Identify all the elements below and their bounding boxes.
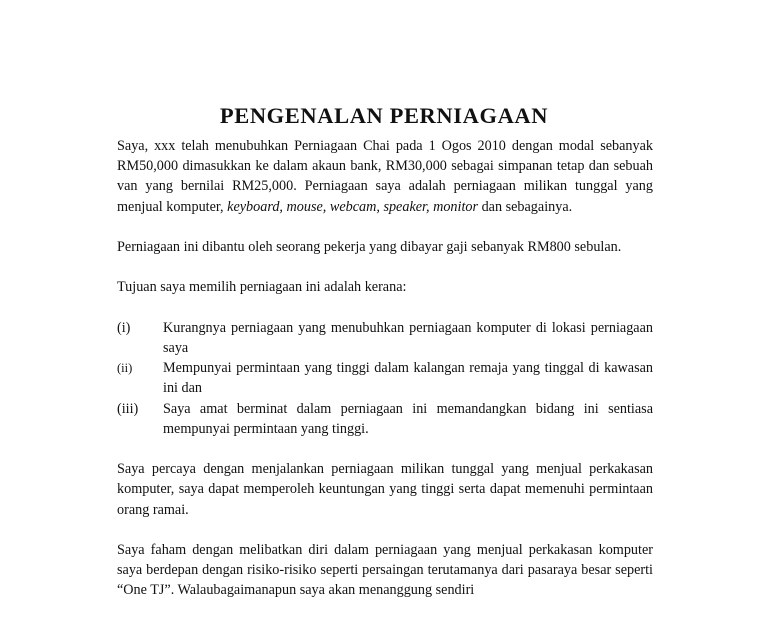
paragraph-reasons-heading: Tujuan saya memilih perniagaan ini adalah kerana: — [117, 279, 407, 296]
reasons-list — [117, 318, 653, 439]
list-item — [117, 358, 653, 398]
list-item-text: Mempunyai permintaan yang tinggi dalam kalangan remaja yang tinggal di kawasan ini dan — [163, 360, 653, 397]
paragraph-employee: Perniagaan ini dibantu oleh seorang pekerja yang dibayar gaji sebanyak RM800 sebulan. — [117, 239, 622, 255]
list-item-number: (i) — [117, 319, 131, 336]
intro-products-italic: keyboard, mouse, webcam, speaker, monitor — [227, 198, 479, 215]
list-item-number: (ii) — [117, 361, 133, 376]
list-item-text: Saya amat berminat dalam perniagaan ini memandangkan bidang ini sentiasa mempunyai permintaan yang tinggi. — [163, 400, 653, 437]
intro-text: Saya, xxx telah menubuhkan Perniagaan Chai pada 1 Ogos 2010 dengan modal sebanyak RM50,000 dimasukkan ke dalam akaun bank, RM30,000 sebagai simpanan tetap dan sebuah van yang bernilai RM25,000. Perniagaan saya adalah perniagaan milikan tunggal yang menjual komputer, — [117, 138, 653, 215]
paragraph-business-intro — [117, 136, 653, 217]
list-item-number: (iii) — [117, 400, 139, 417]
document-body — [117, 136, 653, 621]
list-item-text: Kurangnya perniagaan yang menubuhkan perniagaan komputer di lokasi perniagaan saya — [163, 319, 653, 356]
paragraph-profit: Saya percaya dengan menjalankan perniagaan milikan tunggal yang menjual perkakasan komputer, saya dapat memperoleh keuntungan yang tinggi serta dapat memenuhi permintaan orang ramai. — [117, 461, 653, 518]
list-item — [117, 318, 653, 358]
document-title: PENGENALAN PERNIAGAAN — [219, 103, 549, 128]
list-item — [117, 399, 653, 439]
intro-text-end: dan sebagainya. — [478, 198, 573, 215]
paragraph-risks: Saya faham dengan melibatkan diri dalam perniagaan yang menjual perkakasan komputer saya berdepan dengan risiko-risiko seperti persaingan terutamanya dari pasaraya besar seperti “One TJ”. Walaubagaimanapun saya akan menanggung sendiri — [117, 541, 653, 599]
